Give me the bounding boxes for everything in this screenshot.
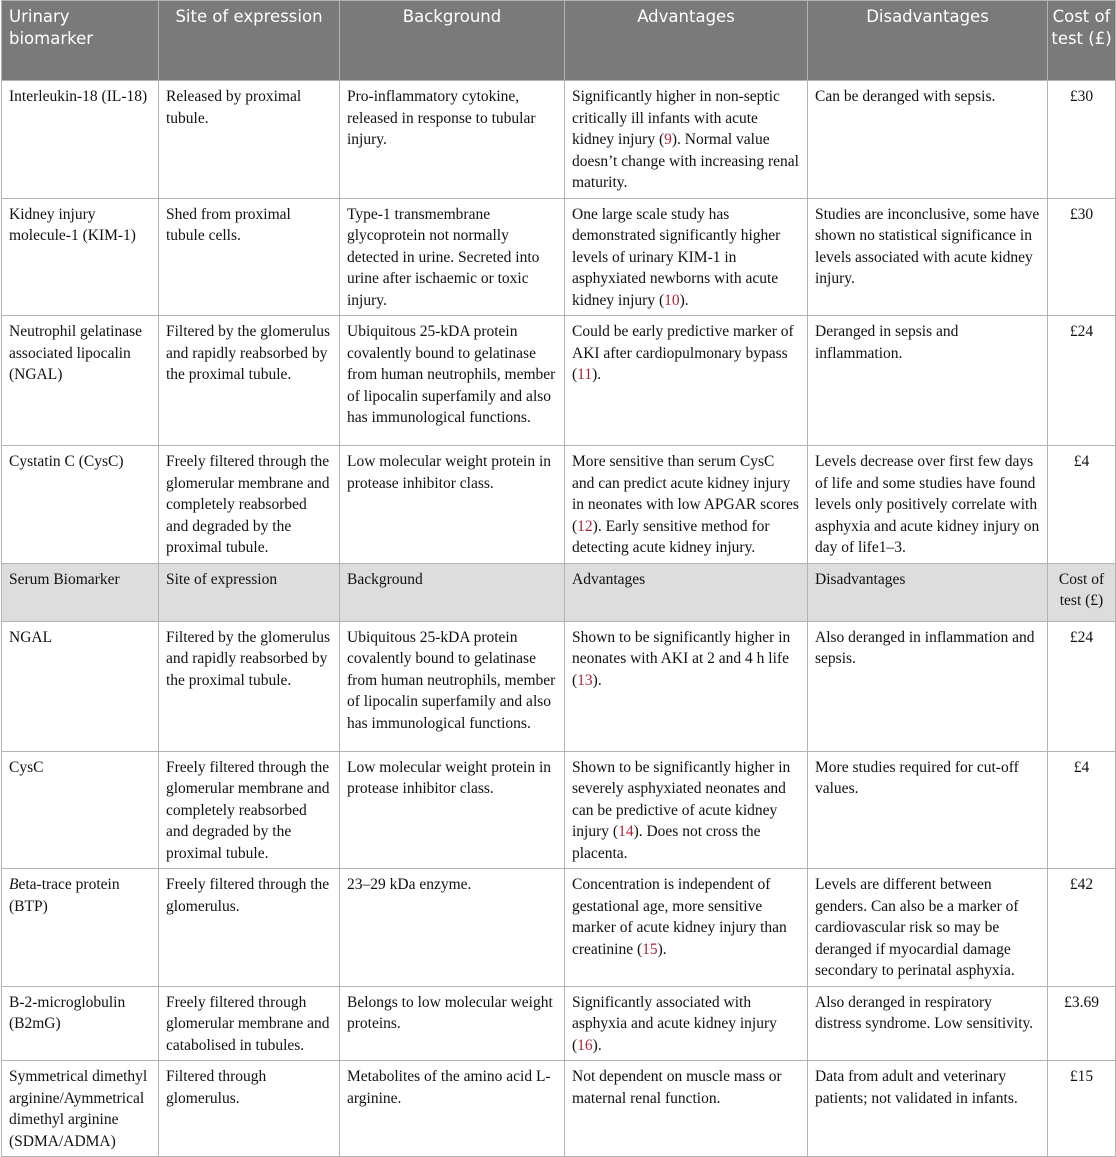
cell-background: Pro-inflammatory cytokine, released in response to tubular injury. bbox=[340, 81, 565, 199]
citation-link[interactable]: 11 bbox=[577, 366, 593, 383]
cell-disadvantages: Levels decrease over first few days of life and some studies have found levels only positively correlate with asphyxia and acute kidney injury on day of life1–3. bbox=[808, 446, 1048, 564]
header-site-of-expression: Site of expression bbox=[159, 1, 340, 81]
header-site-of-expression: Site of expression bbox=[159, 563, 340, 621]
cell-biomarker bbox=[2, 869, 159, 987]
adv-text: Shown to be significantly higher in severely asphyxiated neonates and can be predictive of acute kidney injury ( bbox=[572, 758, 791, 840]
cell-advantages bbox=[565, 198, 808, 316]
cell-advantages bbox=[565, 316, 808, 446]
adv-text: ). Early sensitive method for detecting acute kidney injury. bbox=[572, 517, 770, 556]
adv-text: Significantly associated with asphyxia and acute kidney injury ( bbox=[572, 993, 777, 1054]
cell-cost: £4 bbox=[1048, 751, 1116, 869]
cell-disadvantages: Deranged in sepsis and inflammation. bbox=[808, 316, 1048, 446]
cell-cost: £4 bbox=[1048, 446, 1116, 564]
cell-cost: £3.69 bbox=[1048, 986, 1116, 1061]
table-row bbox=[2, 869, 1116, 987]
cell-background: Ubiquitous 25-kDA protein covalently bound to gelatinase from human neutrophils, member of lipocalin superfamily and also has immunological functions. bbox=[340, 316, 565, 446]
header-cost-of-test: Cost of test (£) bbox=[1048, 1, 1116, 81]
cell-background: Low molecular weight protein in protease inhibitor class. bbox=[340, 446, 565, 564]
cell-advantages bbox=[565, 751, 808, 869]
cell-cost: £15 bbox=[1048, 1061, 1116, 1157]
header-background: Background bbox=[340, 1, 565, 81]
citation-link[interactable]: 9 bbox=[664, 131, 672, 148]
adv-text: ). bbox=[657, 940, 667, 958]
adv-text: Shown to be significantly higher in neonates with AKI at 2 and 4 h life ( bbox=[572, 628, 791, 689]
header-advantages: Advantages bbox=[565, 563, 808, 621]
cell-site: Freely filtered through glomerular membrane and catabolised in tubules. bbox=[159, 986, 340, 1061]
adv-text: Could be early predictive marker of AKI after cardiopulmonary bypass ( bbox=[572, 323, 794, 383]
cell-background: Belongs to low molecular weight proteins. bbox=[340, 986, 565, 1061]
header-serum-biomarker: Serum Biomarker bbox=[2, 563, 159, 621]
urinary-header-row bbox=[2, 1, 1116, 81]
header-advantages: Advantages bbox=[565, 1, 808, 81]
biomarker-initial: B bbox=[9, 876, 19, 893]
header-urinary-biomarker: Urinary biomarker bbox=[2, 1, 159, 81]
biomarker-table bbox=[1, 0, 1116, 1157]
table-row bbox=[2, 621, 1116, 751]
cell-site: Freely filtered through the glomerular membrane and completely reabsorbed and degraded by the proximal tubule. bbox=[159, 751, 340, 869]
cell-cost: £30 bbox=[1048, 81, 1116, 199]
adv-text: Concentration is independent of gestational age, more sensitive marker of acute kidney injury than creatinine ( bbox=[572, 876, 787, 958]
cell-biomarker: NGAL bbox=[2, 621, 159, 751]
adv-text: ). Does not cross the placenta. bbox=[572, 823, 761, 862]
cell-biomarker: CysC bbox=[2, 751, 159, 869]
header-cost-of-test: Cost of test (£) bbox=[1048, 563, 1116, 621]
cell-advantages bbox=[565, 986, 808, 1061]
cell-biomarker: Kidney injury molecule-1 (KIM-1) bbox=[2, 198, 159, 316]
cell-site: Filtered by the glomerulus and rapidly reabsorbed by the proximal tubule. bbox=[159, 621, 340, 751]
table-row bbox=[2, 198, 1116, 316]
citation-link[interactable]: 12 bbox=[577, 517, 593, 535]
cell-biomarker: Neutrophil gelatinase associated lipocalin (NGAL) bbox=[2, 316, 159, 446]
cell-cost: £42 bbox=[1048, 869, 1116, 987]
cell-background: Type-1 transmembrane glycoprotein not normally detected in urine. Secreted into urine after ischaemic or toxic injury. bbox=[340, 198, 565, 316]
cell-disadvantages: Can be deranged with sepsis. bbox=[808, 81, 1048, 199]
cell-site: Freely filtered through the glomerular membrane and completely reabsorbed and degraded by the proximal tubule. bbox=[159, 446, 340, 564]
cell-advantages bbox=[565, 81, 808, 199]
cell-background: Metabolites of the amino acid L-arginine. bbox=[340, 1061, 565, 1157]
cell-site: Freely filtered through the glomerulus. bbox=[159, 869, 340, 987]
citation-link[interactable]: 16 bbox=[577, 1036, 593, 1054]
table-row bbox=[2, 81, 1116, 199]
serum-header-row bbox=[2, 563, 1116, 621]
header-disadvantages: Disadvantages bbox=[808, 1, 1048, 81]
cell-biomarker: Symmetrical dimethyl arginine/Aymmetrical dimethyl arginine (SDMA/ADMA) bbox=[2, 1061, 159, 1157]
cell-biomarker: Interleukin-18 (IL-18) bbox=[2, 81, 159, 199]
adv-text: ). bbox=[679, 291, 689, 309]
header-disadvantages: Disadvantages bbox=[808, 563, 1048, 621]
cell-disadvantages: Data from adult and veterinary patients; not validated in infants. bbox=[808, 1061, 1048, 1157]
adv-text: ). bbox=[592, 671, 602, 689]
citation-link[interactable]: 10 bbox=[664, 291, 680, 309]
cell-disadvantages: Studies are inconclusive, some have shown no statistical significance in levels associated with acute kidney injury. bbox=[808, 198, 1048, 316]
cell-background: Ubiquitous 25-kDA protein covalently bound to gelatinase from human neutrophils, member of lipocalin superfamily and also has immunological functions. bbox=[340, 621, 565, 751]
table-row bbox=[2, 986, 1116, 1061]
adv-text: One large scale study has demonstrated significantly higher levels of urinary KIM-1 in asphyxiated newborns with acute kidney injury ( bbox=[572, 205, 781, 309]
cell-disadvantages: Also deranged in respiratory distress syndrome. Low sensitivity. bbox=[808, 986, 1048, 1061]
cell-advantages bbox=[565, 869, 808, 987]
cell-site: Filtered by the glomerulus and rapidly reabsorbed by the proximal tubule. bbox=[159, 316, 340, 446]
adv-text: ). Normal value doesn’t change with increasing renal maturity. bbox=[572, 131, 799, 191]
table-row bbox=[2, 751, 1116, 869]
citation-link[interactable]: 14 bbox=[618, 823, 634, 840]
cell-disadvantages: More studies required for cut-off values. bbox=[808, 751, 1048, 869]
cell-background: 23–29 kDa enzyme. bbox=[340, 869, 565, 987]
table-row bbox=[2, 316, 1116, 446]
biomarker-rest: eta-trace protein (BTP) bbox=[9, 876, 120, 915]
cell-site: Released by proximal tubule. bbox=[159, 81, 340, 199]
cell-cost: £30 bbox=[1048, 198, 1116, 316]
cell-advantages bbox=[565, 446, 808, 564]
cell-site: Shed from proximal tubule cells. bbox=[159, 198, 340, 316]
cell-site: Filtered through glomerulus. bbox=[159, 1061, 340, 1157]
adv-text: Significantly higher in non-septic critically ill infants with acute kidney injury ( bbox=[572, 88, 780, 148]
cell-background: Low molecular weight protein in protease inhibitor class. bbox=[340, 751, 565, 869]
header-background: Background bbox=[340, 563, 565, 621]
adv-text: ). bbox=[592, 366, 602, 383]
cell-disadvantages: Levels are different between genders. Can also be a marker of cardiovascular risk so may be deranged if myocardial damage secondary to perinatal asphyxia. bbox=[808, 869, 1048, 987]
cell-advantages: Not dependent on muscle mass or maternal renal function. bbox=[565, 1061, 808, 1157]
adv-text: ). bbox=[592, 1036, 602, 1054]
cell-cost: £24 bbox=[1048, 621, 1116, 751]
cell-cost: £24 bbox=[1048, 316, 1116, 446]
cell-biomarker: Cystatin C (CysC) bbox=[2, 446, 159, 564]
cell-advantages bbox=[565, 621, 808, 751]
table-row bbox=[2, 446, 1116, 564]
cell-biomarker: B-2-microglobulin (B2mG) bbox=[2, 986, 159, 1061]
table-row bbox=[2, 1061, 1116, 1157]
citation-link[interactable]: 13 bbox=[577, 671, 593, 689]
cell-disadvantages: Also deranged in inflammation and sepsis. bbox=[808, 621, 1048, 751]
adv-text: More sensitive than serum CysC and can predict acute kidney injury in neonates with low APGAR scores ( bbox=[572, 453, 799, 535]
citation-link[interactable]: 15 bbox=[642, 940, 658, 958]
